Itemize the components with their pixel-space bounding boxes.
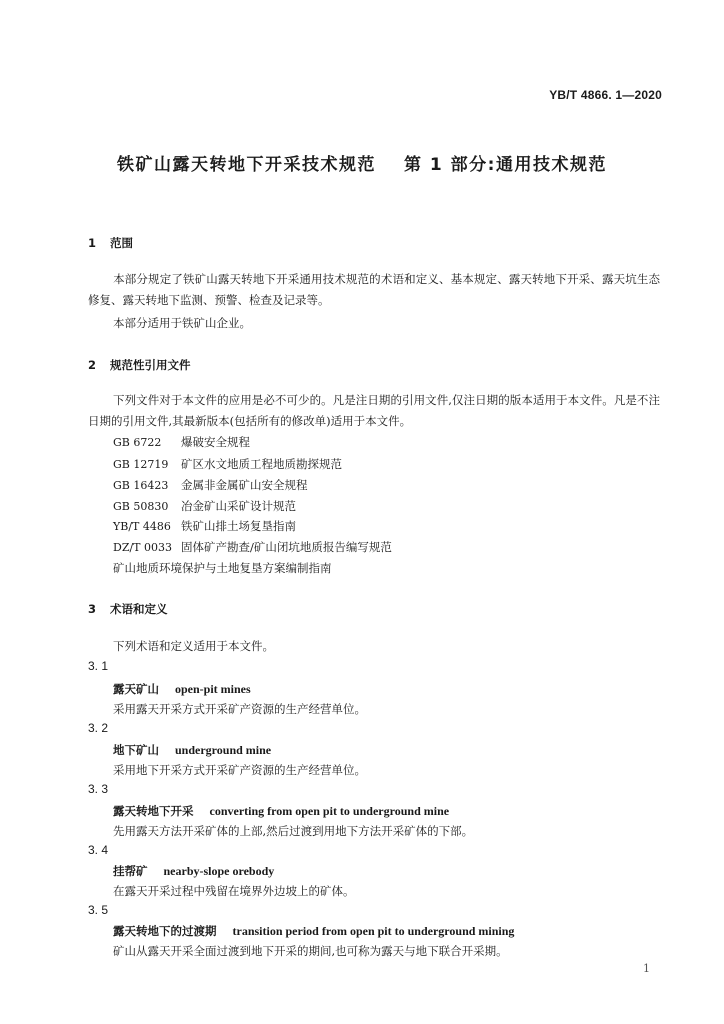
term-heading	[113, 923, 514, 939]
reference-title: 爆破安全规程	[181, 435, 250, 449]
section-title: 范围	[110, 236, 133, 250]
section-3-intro: 下列术语和定义适用于本文件。	[113, 639, 274, 653]
clause-number: 3. 3	[88, 782, 109, 796]
term-definition: 矿山从露天开采全面过渡到地下开采的期间,也可称为露天与地下联合开采期。	[113, 944, 508, 958]
term-en: underground mine	[175, 743, 272, 757]
title-main: 铁矿山露天转地下开采技术规范	[117, 155, 377, 175]
term-heading	[113, 742, 271, 758]
paragraph-text: 本部分规定了铁矿山露天转地下开采通用技术规范的术语和定义、基本规定、露天转地下开采、露天坑生态修复、露天转地下监测、预警、检查及记录等。	[88, 272, 660, 307]
term-heading	[113, 803, 449, 819]
reference-item	[113, 498, 296, 514]
term-en: transition period from open pit to underground mining	[232, 924, 515, 938]
term-zh: 挂帮矿	[113, 864, 148, 878]
term-en: nearby-slope orebody	[163, 864, 275, 878]
clause-number: 3. 1	[88, 659, 109, 673]
term-definition: 采用露天开采方式开采矿产资源的生产经营单位。	[113, 702, 366, 716]
term-zh: 露天转地下的过渡期	[113, 924, 217, 938]
title-part: 第 1 部分:通用技术规范	[404, 155, 607, 175]
section-title: 规范性引用文件	[110, 358, 191, 372]
section-2-intro	[88, 390, 660, 432]
term-heading	[113, 863, 274, 879]
reference-code: GB 6722	[113, 436, 162, 449]
reference-item	[113, 539, 392, 555]
reference-code: GB 12719	[113, 458, 169, 471]
clause-number: 3. 5	[88, 903, 109, 917]
section-3-heading	[88, 601, 168, 617]
reference-item-extra: 矿山地质环境保护与土地复垦方案编制指南	[113, 561, 332, 575]
term-zh: 露天转地下开采	[113, 804, 194, 818]
reference-code: YB/T 4486	[113, 520, 171, 533]
reference-title: 矿区水文地质工程地质勘探规范	[181, 457, 342, 471]
standard-code: YB/T 4866. 1—2020	[549, 88, 662, 102]
reference-title: 铁矿山排土场复垦指南	[181, 519, 296, 533]
reference-title: 冶金矿山采矿设计规范	[181, 499, 296, 513]
clause-number: 3. 4	[88, 843, 109, 857]
reference-item	[113, 434, 250, 450]
reference-title: 固体矿产勘查/矿山闭坑地质报告编写规范	[181, 540, 392, 554]
clause-number: 3. 2	[88, 721, 109, 735]
term-zh: 露天矿山	[113, 682, 159, 696]
reference-title: 金属非金属矿山安全规程	[181, 478, 308, 492]
term-zh: 地下矿山	[113, 743, 159, 757]
document-title	[0, 150, 724, 175]
term-definition: 采用地下开采方式开采矿产资源的生产经营单位。	[113, 763, 366, 777]
section-number: 1	[88, 236, 97, 250]
section-title: 术语和定义	[110, 602, 168, 616]
section-1-heading	[88, 235, 133, 251]
page-number: 1	[643, 962, 650, 975]
reference-code: GB 16423	[113, 479, 169, 492]
section-1-paragraph	[88, 269, 660, 311]
section-number: 2	[88, 358, 97, 372]
reference-item	[113, 518, 296, 534]
term-definition: 先用露天方法开采矿体的上部,然后过渡到用地下方法开采矿体的下部。	[113, 824, 474, 838]
term-heading	[113, 681, 251, 697]
reference-item	[113, 477, 308, 493]
section-2-heading	[88, 357, 191, 373]
reference-code: DZ/T 0033	[113, 541, 172, 554]
reference-item	[113, 456, 342, 472]
term-en: converting from open pit to underground mine	[209, 804, 450, 818]
section-number: 3	[88, 602, 97, 616]
paragraph-text: 下列文件对于本文件的应用是必不可少的。凡是注日期的引用文件,仅注日期的版本适用于本文件。凡是不注日期的引用文件,其最新版本(包括所有的修改单)适用于本文件。	[88, 393, 660, 428]
term-definition: 在露天开采过程中残留在境界外边坡上的矿体。	[113, 884, 355, 898]
reference-code: GB 50830	[113, 500, 169, 513]
section-1-applicability: 本部分适用于铁矿山企业。	[113, 316, 251, 330]
term-en: open-pit mines	[175, 682, 251, 696]
